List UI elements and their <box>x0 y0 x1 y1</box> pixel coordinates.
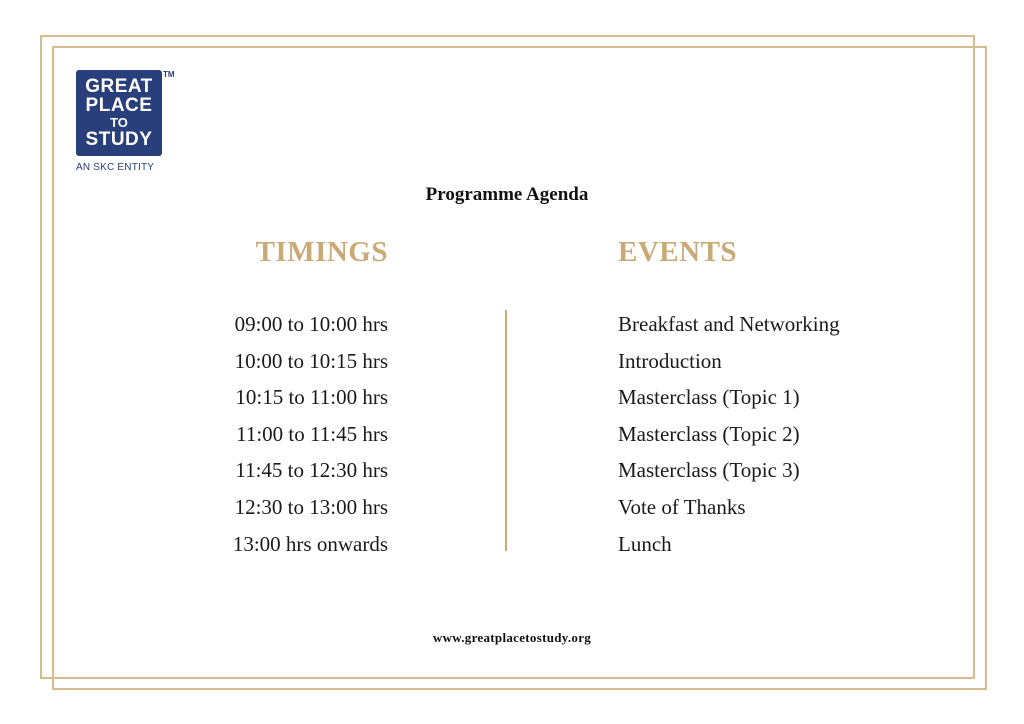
timing-item: 11:00 to 11:45 hrs <box>236 421 388 446</box>
event-item: Vote of Thanks <box>618 494 746 519</box>
event-item: Introduction <box>618 348 722 373</box>
trademark-mark: TM <box>163 70 175 79</box>
timing-item: 09:00 to 10:00 hrs <box>234 312 388 336</box>
timing-item: 10:00 to 10:15 hrs <box>234 348 388 373</box>
timing-item: 11:45 to 12:30 hrs <box>235 458 388 483</box>
timings-heading: TIMINGS <box>255 236 388 268</box>
timings-list <box>233 306 388 562</box>
event-item: Breakfast and Networking <box>618 312 840 336</box>
timing-item: 10:15 to 11:00 hrs <box>235 385 388 410</box>
timing-item: 12:30 to 13:00 hrs <box>234 494 388 519</box>
event-item: Masterclass (Topic 1) <box>618 385 800 410</box>
great-place-to-study-logo <box>76 70 162 156</box>
logo-tagline: AN SKC ENTITY <box>76 162 155 173</box>
logo-line-place: PLACE <box>85 95 153 116</box>
website-link[interactable]: www.greatplacetostudy.org <box>432 630 592 645</box>
timing-item: 13:00 hrs onwards <box>232 531 388 556</box>
event-item: Masterclass (Topic 2) <box>618 421 800 446</box>
event-item: Lunch <box>618 531 672 556</box>
inner-border-frame <box>52 46 987 690</box>
logo-line-great: GREAT <box>85 76 153 97</box>
event-item: Masterclass (Topic 3) <box>618 458 800 483</box>
logo-line-to: TO <box>110 115 128 130</box>
events-heading: EVENTS <box>618 236 738 268</box>
logo-line-study: STUDY <box>85 129 153 150</box>
events-list <box>618 306 840 562</box>
page-title: Programme Agenda <box>425 184 589 205</box>
column-divider <box>505 310 507 551</box>
